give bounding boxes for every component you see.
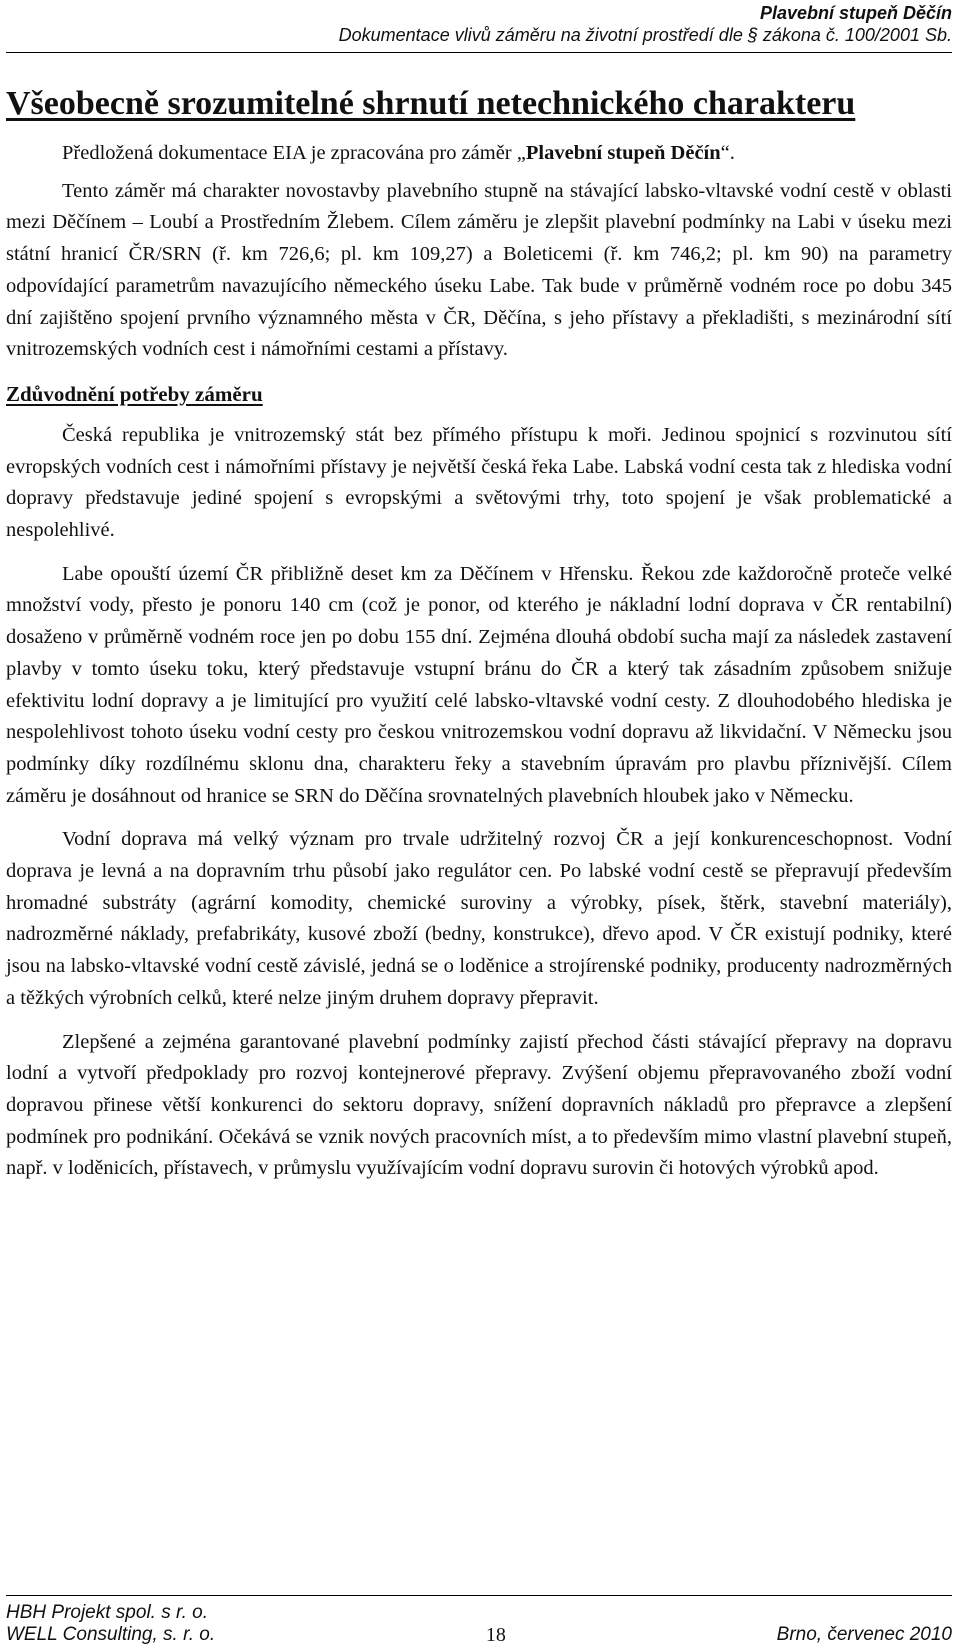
- page-number: 18: [485, 1624, 506, 1646]
- footer-divider: [6, 1595, 952, 1596]
- header-divider: [6, 52, 952, 53]
- section-title: Všeobecně srozumitelné shrnutí netechnického charakteru: [6, 85, 856, 122]
- footer-row: [6, 1624, 952, 1646]
- paragraph-water-transport-importance: Vodní doprava má velký význam pro trvale udržitelný rozvoj ČR a její konkurenceschopnost. Vodní doprava je levná a na dopravním trhu působí jako regulátor cen. Po labské vodní cestě se přepravují především hromadné substráty (agrární komodity, chemické suroviny a výrobky, písek, štěrk, stavební materiály), nadrozměrné náklady, prefabrikáty, kusové zboží (bedny, konstrukce), dřevo apod. V ČR existují podniky, které jsou na labsko-vltavské vodní cestě závislé, jedná se o loděnice a strojírenské podniky, producenty nadrozměrných a těžkých výrobních celků, které nelze jiným druhem dopravy přepravit.: [6, 828, 952, 1009]
- footer-company-1: HBH Projekt spol. s r. o.: [6, 1602, 209, 1623]
- footer-company-2: WELL Consulting, s. r. o.: [6, 1624, 216, 1645]
- footer-place-date: Brno, červenec 2010: [776, 1624, 952, 1645]
- paragraph-landlocked-country: Česká republika je vnitrozemský stát bez přímého přístupu k moři. Jedinou spojnicí s rozvinutou sítí evropských vodních cest i námořními přístavy je největší česká řeka Labe. Labská vodní cesta tak z hlediska vodní dopravy představuje jediné spojení s evropskými a světovými trhy, toto spojení je však problematické a nespolehlivé.: [6, 423, 952, 542]
- intro-paragraph: [6, 138, 952, 170]
- document-body: [6, 84, 952, 1197]
- intro-text-after: “.: [720, 142, 735, 164]
- header-title: Plavební stupeň Děčín: [759, 3, 952, 23]
- page-header: [339, 2, 952, 46]
- intro-text-before: Předložená dokumentace EIA je zpracována pro záměr „: [62, 142, 526, 164]
- header-subtitle: Dokumentace vlivů záměru na životní prostředí dle § zákona č. 100/2001 Sb.: [338, 25, 952, 45]
- paragraph-improved-conditions: Zlepšené a zejména garantované plavební podmínky zajistí přechod části stávající přepravy na dopravu lodní a vytvoří předpoklady pro rozvoj kontejnerové přepravy. Zvýšení objemu přepravovaného zboží vodní dopravou přinese větší konkurenci do sektoru dopravy, snížení dopravních nákladů pro přepravce a zlepšení podmínek pro podnikání. Očekává se vznik nových pracovních míst, a to především mimo vlastní plavební stupeň, např. v loděnicích, přístavech, v průmyslu využívajícím vodní dopravu surovin či hotových výrobků apod.: [6, 1030, 952, 1180]
- subsection-title: Zdůvodnění potřeby záměru: [6, 381, 263, 406]
- page-footer: [6, 1602, 952, 1646]
- paragraph-project-description: Tento záměr má charakter novostavby plavebního stupně na stávající labsko-vltavské vodní cestě v oblasti mezi Děčínem – Loubí a Prostředním Žlebem. Cílem záměru je zlepšit plavební podmínky na Labi v úseku mezi státní hranicí ČR/SRN (ř. km 726,6; pl. km 109,27) a Boleticemi (ř. km 746,2; pl. km 90) na parametry odpovídající parametrům navazujícího německého úseku Labe. Tak bude v průměrně vodném roce po dobu 345 dní zajištěno spojení prvního významného města v ČR, Děčína, s jeho přístavy a překladišti, s mezinárodní sítí vnitrozemských vodních cest i námořními cestami a přístavy.: [6, 179, 952, 361]
- intro-project-name: Plavební stupeň Děčín: [525, 142, 721, 164]
- paragraph-elbe-conditions: Labe opouští území ČR přibližně deset km za Děčínem v Hřensku. Řekou zde každoročně proteče velké množství vody, přesto je ponoru 140 cm (což je ponor, od kterého je nákladní lodní doprava v ČR rentabilní) dosaženo v průměrně vodném roce jen po dobu 155 dní. Zejména dlouhá období sucha mají za následek zastavení plavby v tomto úseku toku, který představuje vstupní bránu do ČR a který tak zásadním způsobem snižuje efektivitu lodní dopravy a je limitující pro využití celé labsko-vltavské vodní cesty. Z dlouhodobého hlediska je nespolehlivost tohoto úseku vodní cesty pro českou vnitrozemskou vodní dopravu až likvidační. V Německu jsou podmínky díky rozdílnému sklonu dna, charakteru řeky a stavebním úpravám pro plavbu příznivější. Cílem záměru je dosáhnout od hranice se SRN do Děčína srovnatelných plavebních hloubek jako v Německu.: [6, 562, 952, 807]
